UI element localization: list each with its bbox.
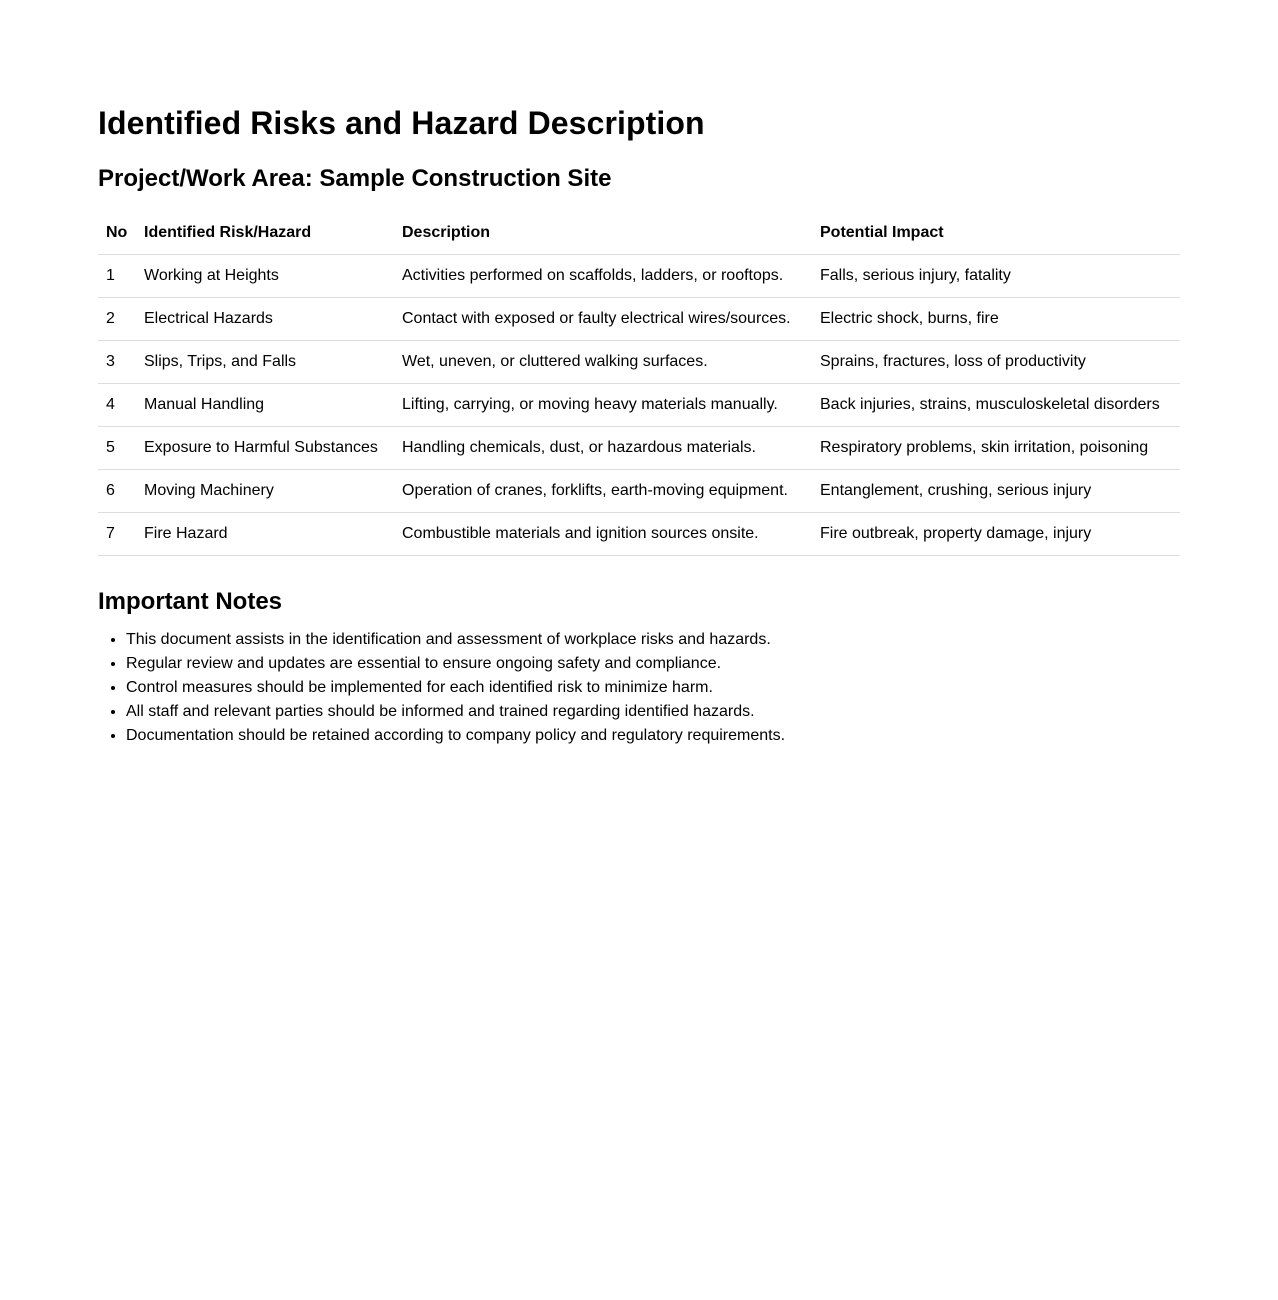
- table-row: [98, 470, 1180, 513]
- cell-impact: Respiratory problems, skin irritation, poisoning: [812, 427, 1180, 470]
- cell-no: 5: [98, 427, 136, 470]
- header-impact: Potential Impact: [812, 212, 1180, 255]
- project-subtitle: Project/Work Area: Sample Construction Site: [98, 165, 612, 192]
- cell-no: 6: [98, 470, 136, 513]
- header-description: Description: [394, 212, 812, 255]
- table-header-row: [98, 212, 1180, 255]
- cell-risk: Fire Hazard: [136, 513, 394, 556]
- cell-description: Contact with exposed or faulty electrical wires/sources.: [394, 298, 812, 341]
- list-item: • Control measures should be implemented for each identified risk to minimize harm.: [126, 676, 1180, 700]
- cell-description: Handling chemicals, dust, or hazardous materials.: [394, 427, 812, 470]
- cell-no: 3: [98, 341, 136, 384]
- cell-description: Wet, uneven, or cluttered walking surfaces.: [394, 341, 812, 384]
- cell-no: 4: [98, 384, 136, 427]
- cell-risk: Electrical Hazards: [136, 298, 394, 341]
- cell-no: 2: [98, 298, 136, 341]
- cell-impact: Back injuries, strains, musculoskeletal disorders: [812, 384, 1180, 427]
- cell-impact: Fire outbreak, property damage, injury: [812, 513, 1180, 556]
- cell-description: Operation of cranes, forklifts, earth-moving equipment.: [394, 470, 812, 513]
- cell-risk: Slips, Trips, and Falls: [136, 341, 394, 384]
- notes-list: [98, 628, 1180, 748]
- cell-impact: Electric shock, burns, fire: [812, 298, 1180, 341]
- cell-impact: Falls, serious injury, fatality: [812, 255, 1180, 298]
- table-row: [98, 255, 1180, 298]
- cell-description: Activities performed on scaffolds, ladders, or rooftops.: [394, 255, 812, 298]
- notes-title: Important Notes: [98, 588, 283, 615]
- cell-risk: Exposure to Harmful Substances: [136, 427, 394, 470]
- header-no: No: [98, 212, 136, 255]
- cell-risk: Moving Machinery: [136, 470, 394, 513]
- header-risk: Identified Risk/Hazard: [136, 212, 394, 255]
- cell-risk: Manual Handling: [136, 384, 394, 427]
- table-row: [98, 384, 1180, 427]
- list-item: • All staff and relevant parties should be informed and trained regarding identified hazards.: [126, 700, 1180, 724]
- list-item: • Regular review and updates are essential to ensure ongoing safety and compliance.: [126, 652, 1180, 676]
- cell-description: Lifting, carrying, or moving heavy materials manually.: [394, 384, 812, 427]
- cell-no: 1: [98, 255, 136, 298]
- table-row: [98, 298, 1180, 341]
- list-item: • Documentation should be retained according to company policy and regulatory requirements.: [126, 724, 1180, 748]
- list-item: • This document assists in the identification and assessment of workplace risks and hazards.: [126, 628, 1180, 652]
- page-title: Identified Risks and Hazard Description: [98, 105, 705, 141]
- table-row: [98, 513, 1180, 556]
- cell-risk: Working at Heights: [136, 255, 394, 298]
- table-row: [98, 341, 1180, 384]
- table-row: [98, 427, 1180, 470]
- cell-impact: Sprains, fractures, loss of productivity: [812, 341, 1180, 384]
- cell-impact: Entanglement, crushing, serious injury: [812, 470, 1180, 513]
- cell-description: Combustible materials and ignition sources onsite.: [394, 513, 812, 556]
- risk-table: [98, 212, 1180, 556]
- cell-no: 7: [98, 513, 136, 556]
